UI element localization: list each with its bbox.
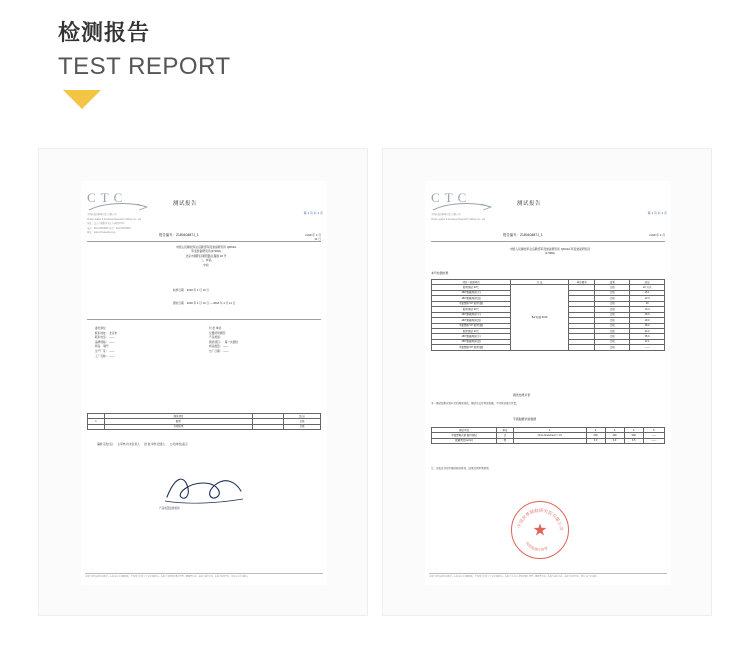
meta-left-val-6: —— bbox=[109, 354, 115, 358]
td2-verdict-5: 18.0 bbox=[630, 312, 665, 317]
customer-block-2 bbox=[465, 247, 635, 256]
receipt-date-block-1 bbox=[173, 289, 209, 294]
td2-verdict-8: 14.2 bbox=[630, 328, 665, 333]
customer-2-line-1: 中国人民解放军总后勤部军需装备研究所 QD01A 军需装备研究所 bbox=[509, 247, 591, 251]
ctc-swoosh-icon bbox=[87, 202, 149, 212]
td3-v3-0: 200 bbox=[605, 433, 624, 438]
test-result-table-1 bbox=[87, 413, 321, 430]
th2-unit: 单位要求 bbox=[569, 280, 595, 285]
th2-result: 结果 bbox=[595, 280, 630, 285]
report-document-2 bbox=[425, 181, 671, 585]
th3-c4: 4 bbox=[624, 428, 643, 433]
table-row bbox=[88, 424, 321, 429]
meta-left-key-5: 生产厂家： bbox=[95, 349, 109, 353]
meta-right-val-5: —— bbox=[223, 349, 229, 353]
th-item-1: 测试项目 bbox=[105, 414, 253, 419]
td2-verdict-7: 18.2 bbox=[630, 323, 665, 328]
report-number-value-1: Z18040487J_1 bbox=[175, 233, 199, 237]
td-index-r0: 1 bbox=[88, 419, 105, 424]
report-document-1 bbox=[81, 181, 327, 585]
report-card-list bbox=[38, 148, 712, 616]
th3-item: 测试项目 bbox=[432, 428, 497, 433]
table-row bbox=[432, 438, 665, 443]
report-card-2 bbox=[382, 148, 712, 616]
ctc-logo-letters: CTC bbox=[87, 190, 128, 205]
signature-role-row-1 bbox=[97, 443, 188, 448]
td2-result-9: 合格 bbox=[595, 334, 630, 339]
td2-item-7: 平面摩擦 50° 耐折(面) bbox=[432, 323, 511, 328]
td-item-r0: 耐折 bbox=[105, 419, 253, 424]
ctc-logo-sub-5: 网址：www.chinaleather.org bbox=[87, 231, 116, 235]
td2-verdict-9: 15.0 bbox=[630, 334, 665, 339]
meta-right-key-1: 仪器使用情况： bbox=[209, 331, 228, 335]
td3-unit-0: 次 bbox=[497, 433, 514, 438]
td2-result-8: 合格 bbox=[595, 328, 630, 333]
svg-text:中国皮革制鞋研究院有限公司: 中国皮革制鞋研究院有限公司 bbox=[516, 507, 565, 531]
page-title-cn: 检测报告 bbox=[58, 20, 151, 45]
remark-2: 注：该报告仅对所测试样品有效，结果仅供参考使用。 bbox=[431, 467, 492, 470]
signature-label-1: 产品质量监督检验 bbox=[159, 507, 180, 510]
meta-right-val-3: 第一次测试 bbox=[224, 340, 239, 344]
ctc-logo-sub-1: 中国皮革制鞋研究院有限公司 bbox=[87, 213, 117, 216]
td3-item-1: 耐磨判定(w/cm) bbox=[432, 438, 497, 443]
meta-left-val-4: 鞋号 bbox=[103, 345, 109, 349]
td2-method: BJ/ 标准 2016 bbox=[511, 285, 569, 350]
meta-right-key-3: 测试项目： bbox=[209, 340, 223, 344]
meta-left-key-4: 样品 bbox=[95, 345, 101, 349]
td2-item-5: 180°耐磨测试(干) bbox=[432, 312, 511, 317]
customer-line-5: 中检 bbox=[203, 262, 209, 267]
divider-top-1 bbox=[87, 241, 321, 242]
triangle-accent-icon bbox=[63, 90, 101, 109]
td2-item-4: 耐折测试 20℃ bbox=[432, 307, 511, 312]
customer-block-1 bbox=[121, 245, 291, 267]
meta-left-1 bbox=[95, 327, 117, 359]
td2-verdict-10: 12.1 bbox=[630, 339, 665, 344]
td2-item-11: 平面摩擦 50° 耐折(面) bbox=[432, 345, 511, 350]
result-title-2: 测试结果评价 bbox=[513, 393, 531, 397]
customer-line-1: 中国人民解放军总后勤部军需装备研究所 QD01A bbox=[175, 245, 237, 249]
td2-item-6: 180°耐磨测试(湿) bbox=[432, 318, 511, 323]
ctc-logo-2-sub-1: 中国皮革制鞋研究院有限公司 bbox=[431, 213, 461, 216]
customer-line-4: 二、样品 bbox=[200, 258, 212, 263]
td2-result-7: 合格 bbox=[595, 323, 630, 328]
ctc-logo-sub-3: 地址：北京市朝阳区望京东园四区8号 bbox=[87, 222, 125, 226]
report-number-1 bbox=[159, 233, 199, 238]
ctc-logo-sub-4: 电话：010-64363926 传真：010-64363936 bbox=[87, 226, 131, 230]
divider-mid-1 bbox=[87, 319, 321, 320]
th3-c2: 2 bbox=[586, 428, 605, 433]
td2-result-5: 合格 bbox=[595, 312, 630, 317]
td2-unit-11 bbox=[569, 345, 595, 350]
td2-item-0: 耐折测试 20℃ bbox=[432, 285, 511, 290]
role-prepared-by: 编制 签发(名) bbox=[97, 443, 113, 446]
td2-verdict-4: 13.4 bbox=[630, 307, 665, 312]
td2-verdict-1: 15.1 bbox=[630, 290, 665, 295]
td2-verdict-3: 40 bbox=[630, 301, 665, 306]
td3-v2-1: 3.0 bbox=[586, 438, 605, 443]
detail-table-2 bbox=[431, 427, 665, 444]
th3-c3: 3 bbox=[605, 428, 624, 433]
td3-v3-1: 3.0 bbox=[605, 438, 624, 443]
meta-left-row-6 bbox=[95, 355, 117, 360]
td3-v4-1: 3.5 bbox=[624, 438, 643, 443]
td-blank-r1 bbox=[253, 424, 284, 429]
meta-left-val-2: —— bbox=[109, 336, 115, 340]
ctc-logo-letters-2: CTC bbox=[431, 190, 472, 205]
td-result-r1: 合格 bbox=[284, 424, 321, 429]
td2-verdict-2: 12.3 bbox=[630, 296, 665, 301]
td2-verdict-0: 10 万次 bbox=[630, 285, 665, 290]
signature-mark bbox=[159, 471, 249, 505]
td2-verdict-11: —— bbox=[630, 345, 665, 350]
ctc-swoosh-icon-2 bbox=[431, 202, 493, 212]
td3-v5-1: —— bbox=[643, 438, 664, 443]
ctc-logo-2-sub-2: China Leather & Footwear Research Institute Co., Ltd bbox=[431, 217, 486, 221]
td2-result-4: 合格 bbox=[595, 307, 630, 312]
th-result-1: 结 论 bbox=[284, 414, 321, 419]
td2-result-3: 合格 bbox=[595, 301, 630, 306]
meta-left-key-2: 联系电话： bbox=[95, 336, 109, 340]
page-title-en: TEST REPORT bbox=[58, 53, 231, 80]
customer-2-line-2: (1700H) bbox=[544, 251, 556, 256]
role-reviewed-by: 主审核 技术负责人 bbox=[117, 443, 140, 446]
th2-item: 项目 / 检测项目 bbox=[432, 280, 511, 285]
meta-right-key-2: 产品类别： bbox=[209, 336, 223, 340]
th3-unit: 单位 bbox=[497, 428, 514, 433]
svg-text:检验检测专用章: 检验检测专用章 bbox=[524, 541, 549, 553]
role-approved-by: 批 准 审核 批准人 bbox=[144, 443, 166, 446]
page-number-1: 第 1 页 共 1 页 bbox=[303, 211, 323, 215]
test-date-block-1 bbox=[173, 302, 235, 307]
section-title-2: 本号检测结果 bbox=[431, 271, 449, 275]
td3-item-0: 平面摩擦次数 耐折测试 bbox=[432, 433, 497, 438]
meta-left-key-3: 品牌规格： bbox=[95, 340, 109, 344]
meta-right-val-4: —— bbox=[223, 345, 229, 349]
ctc-logo-sub-2: China Leather & Footwear Research Institute Co., Ltd bbox=[87, 217, 142, 221]
document-title-1: 测试报告 bbox=[173, 201, 197, 207]
td3-v1-0: Once branched r= 1.0 bbox=[514, 433, 587, 438]
td2-result-6: 合格 bbox=[595, 318, 630, 323]
td2-result-0: 合格 bbox=[595, 285, 630, 290]
td2-result-1: 合格 bbox=[595, 290, 630, 295]
customer-line-2: 军需装备研究所(1700H) bbox=[191, 249, 221, 254]
meta-left-key-6: 工厂名称： bbox=[95, 354, 109, 358]
td2-item-9: 180°耐磨测试(干) bbox=[432, 334, 511, 339]
report-date-2-line-1: 2018 年 4 月 bbox=[649, 233, 665, 237]
document-title-2: 测试报告 bbox=[517, 201, 541, 207]
result-note-2: 本一测试结果仅供认可的测试样品，测试方法及判定依据，不对其他批次负责。 bbox=[431, 402, 519, 405]
td-index-r1 bbox=[88, 424, 105, 429]
th3-c5: 5 bbox=[643, 428, 664, 433]
meta-left-key-0: 委托单位 bbox=[95, 327, 106, 330]
td2-item-10: 180°耐磨测试(湿) bbox=[432, 339, 511, 344]
report-number-2 bbox=[503, 233, 543, 238]
test-date-label-1: 测试日期 bbox=[173, 302, 184, 305]
meta-left-key-1: 联系地址： bbox=[95, 331, 109, 335]
report-date-line-1: 2018 年 4 月 bbox=[305, 233, 321, 237]
td2-item-1: 180°耐磨测试(干) bbox=[432, 290, 511, 295]
footer-note-2: 本报告仅对送检样品负责。未经本公司书面批准，不得部分复制（全文复制除外）。本报告无 CTC 检验检测专用章、骑缝章无效。本报告涂改无效。本报告如有异议，请在 15 日内提出。 bbox=[429, 573, 667, 579]
report-number-value-2: Z18040487J_1 bbox=[519, 233, 543, 237]
meta-right-key-4: 样品数量： bbox=[209, 345, 223, 349]
detail-title-2: 平面耐磨试验数据 bbox=[513, 417, 537, 421]
customer-line-3: 北京市朝阳区朝阳路甘露园 16 号 bbox=[185, 253, 227, 258]
meta-left-val-3: —— bbox=[109, 340, 115, 344]
report-date-line-2: 11 日 bbox=[314, 237, 321, 242]
td2-result-10: 合格 bbox=[595, 339, 630, 344]
meta-right-key-5: 出厂日期： bbox=[209, 349, 223, 353]
td3-unit-1: 级 bbox=[497, 438, 514, 443]
td2-result-2: 合格 bbox=[595, 296, 630, 301]
th2-method: 方 法 bbox=[511, 280, 569, 285]
meta-right-key-0: 付 款 单位： bbox=[209, 327, 224, 330]
meta-left-val-1: 北京市 bbox=[109, 331, 118, 335]
td2-item-8: 耐折测试 20℃ bbox=[432, 328, 511, 333]
report-date-2 bbox=[649, 233, 665, 237]
ctc-logo-2 bbox=[431, 191, 497, 221]
td2-verdict-6: 19.0 bbox=[630, 318, 665, 323]
report-number-label-1: 报告编号： bbox=[159, 233, 176, 237]
th2-verdict: 结论 bbox=[630, 280, 665, 285]
seal-star-icon: ★ bbox=[532, 520, 548, 540]
footer-note-1: 本报告仅对送检样品负责。未经本公司书面批准，不得部分复制（全文复制除外）。本报告无检验检测专用章、骑缝章无效。本报告涂改无效。本报告如有异议，请在 15 日内提出。 bbox=[85, 573, 323, 579]
report-date-1 bbox=[305, 233, 321, 241]
td2-result-11: 合格 bbox=[595, 345, 630, 350]
th3-c1: 1 bbox=[514, 428, 587, 433]
official-seal-stamp bbox=[511, 501, 569, 559]
td2-item-3: 平面摩擦 50° 耐折(面) bbox=[432, 301, 511, 306]
page-header bbox=[58, 18, 231, 109]
td3-v4-0: 500 bbox=[624, 433, 643, 438]
page-number-2: 第 1 页 共 1 页 bbox=[647, 211, 667, 215]
td-item-r1: 外观质量 bbox=[105, 424, 253, 429]
test-date-value-1: 2018 年 4 月 10 日 — 2018 年 4 月 11 日 bbox=[186, 302, 236, 305]
td3-v2-0: 200 bbox=[586, 433, 605, 438]
td3-v5-0: —— bbox=[643, 433, 664, 438]
meta-right-1 bbox=[209, 327, 238, 355]
report-card-1 bbox=[38, 148, 368, 616]
divider-top-2 bbox=[431, 241, 665, 242]
td-result-r0: 合格 bbox=[284, 419, 321, 424]
td2-item-2: 180°耐磨测试(湿) bbox=[432, 296, 511, 301]
receipt-date-label-1: 收样日期 bbox=[173, 289, 184, 292]
ctc-logo bbox=[87, 191, 153, 235]
report-number-label-2: 报告编号： bbox=[503, 233, 520, 237]
main-test-table-2 bbox=[431, 279, 665, 351]
receipt-date-value-1: 2018 年 4 月 10 日 bbox=[186, 289, 210, 292]
meta-left-val-5: —— bbox=[109, 349, 115, 353]
td3-v1-1 bbox=[514, 438, 587, 443]
meta-right-row-5 bbox=[209, 350, 238, 355]
role-company-seal: 公司(单位)盖章 bbox=[169, 443, 188, 446]
